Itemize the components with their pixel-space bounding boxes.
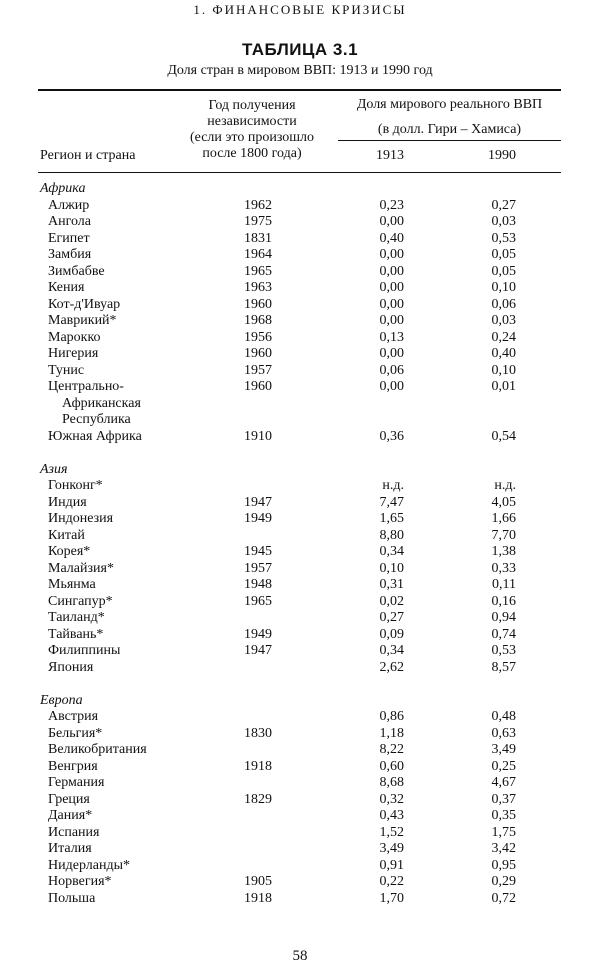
gdp-share-1913: 0,09 (379, 626, 404, 642)
section-heading (0, 462, 600, 479)
header-independence-line: (если это произошло (189, 130, 315, 145)
gdp-share-1990: 0,63 (491, 725, 516, 741)
country-name: Китай (48, 527, 85, 543)
country-name: Зимбабве (48, 263, 105, 279)
table-row (0, 511, 600, 528)
gdp-share-1913: н.д. (382, 478, 404, 493)
country-name: Сингапур* (48, 593, 113, 609)
gdp-share-1913: 0,27 (379, 610, 404, 625)
table-row (0, 759, 600, 776)
gdp-share-1913: 0,00 (379, 379, 404, 394)
table-row (0, 874, 600, 891)
independence-year: 1947 (244, 643, 272, 658)
table-row (0, 247, 600, 264)
gdp-share-1990: 0,53 (491, 643, 516, 658)
independence-year: 1965 (244, 263, 272, 279)
gdp-share-1990: 0,54 (491, 428, 516, 444)
gdp-share-1990: 0,10 (491, 362, 516, 378)
gdp-share-1913: 0,43 (379, 808, 404, 823)
header-gdp (338, 97, 561, 138)
table-row (0, 858, 600, 875)
table-row (0, 577, 600, 594)
gdp-share-1990: 0,72 (491, 890, 516, 906)
country-name: Нидерланды* (48, 857, 130, 873)
country-name: Тунис (48, 362, 85, 378)
gdp-share-1990: 0,35 (491, 808, 516, 823)
table-row (0, 660, 600, 677)
country-name: Корея* (48, 544, 91, 559)
country-name: Индонезия (48, 511, 114, 526)
table-title: ТАБЛИЦА 3.1 (241, 40, 359, 59)
gdp-share-1913: 1,18 (379, 725, 404, 741)
gdp-share-1913: 0,36 (379, 428, 404, 444)
gdp-share-1913: 0,00 (379, 280, 404, 295)
country-name: Мьянма (48, 577, 96, 592)
table-row (0, 478, 600, 495)
gdp-share-1913: 0,32 (379, 791, 404, 807)
country-name: Филиппины (48, 643, 121, 658)
table-row (0, 841, 600, 858)
independence-year: 1910 (244, 428, 272, 444)
section-heading (0, 693, 600, 710)
country-name: Италия (48, 841, 92, 856)
header-year-1990: 1990 (488, 148, 516, 163)
independence-year: 1975 (244, 214, 272, 229)
independence-year: 1963 (244, 280, 272, 295)
gdp-share-1913: 0,40 (379, 230, 404, 246)
running-head: 1. ФИНАНСОВЫЕ КРИЗИСЫ (193, 2, 407, 17)
country-name: Венгрия (48, 758, 98, 774)
table-row (0, 313, 600, 330)
gdp-share-1990: 3,49 (491, 742, 516, 757)
gdp-share-1913: 8,80 (379, 527, 404, 543)
table-row (0, 742, 600, 759)
country-name: Греция (48, 791, 90, 807)
gdp-share-1913: 0,10 (379, 560, 404, 576)
table-row (0, 429, 600, 446)
independence-year: 1949 (244, 626, 272, 642)
table-row (0, 379, 600, 396)
country-name: Гонконг* (48, 478, 103, 493)
country-name: Ангола (48, 214, 92, 229)
gdp-share-1913: 0,00 (379, 346, 404, 361)
table-row (0, 808, 600, 825)
gdp-share-1913: 0,00 (379, 313, 404, 328)
gdp-share-1990: 0,29 (491, 874, 516, 889)
country-name: Марокко (48, 329, 101, 345)
table-row (0, 726, 600, 743)
independence-year: 1948 (244, 577, 272, 592)
gdp-share-1990: 1,38 (491, 544, 516, 559)
country-name: Норвегия* (48, 874, 112, 889)
header-independence-line: Год получения (208, 98, 296, 113)
country-name: Республика (62, 412, 131, 427)
country-name: Африканская (62, 395, 141, 411)
country-name: Индия (48, 494, 87, 510)
gdp-share-1913: 0,00 (379, 296, 404, 312)
header-independence-line: независимости (207, 114, 297, 129)
gdp-share-1990: 0,33 (491, 560, 516, 576)
gdp-share-1913: 1,65 (379, 511, 404, 526)
country-name: Египет (48, 230, 90, 246)
table-row (0, 264, 600, 281)
section-heading (0, 181, 600, 198)
independence-year: 1964 (244, 247, 272, 262)
country-name: Маврикий* (48, 313, 117, 328)
gdp-share-1913: 8,22 (379, 742, 404, 757)
gdp-share-1990: 0,48 (491, 709, 516, 724)
gdp-share-1913: 3,49 (379, 841, 404, 856)
header-independence-line: после 1800 года) (202, 146, 302, 161)
country-name: Польша (48, 890, 96, 906)
independence-year: 1945 (244, 544, 272, 559)
row-spacer (0, 445, 600, 462)
header-gdp-line: (в долл. Гири – Хамиса) (377, 122, 522, 137)
table-row (0, 544, 600, 561)
gdp-share-1913: 8,68 (379, 775, 404, 790)
gdp-share-1913: 0,00 (379, 263, 404, 279)
gdp-share-1990: 0,95 (491, 857, 516, 873)
country-name: Тайвань* (48, 626, 104, 642)
gdp-share-1913: 1,70 (379, 890, 404, 906)
country-name: Бельгия* (48, 725, 103, 741)
gdp-share-1990: 0,37 (491, 791, 516, 807)
header-top-rule (38, 89, 561, 91)
gdp-share-1990: 4,67 (491, 775, 516, 790)
table-row (0, 214, 600, 231)
header-region: Регион и страна (40, 148, 136, 163)
table-row (0, 363, 600, 380)
country-name: Замбия (48, 247, 92, 262)
section-name: Европа (40, 692, 83, 708)
independence-year: 1956 (244, 329, 272, 345)
table-row (0, 198, 600, 215)
country-name: Дания* (48, 808, 93, 823)
table-row (0, 330, 600, 347)
gdp-share-1990: 8,57 (491, 659, 516, 675)
table-row (0, 627, 600, 644)
gdp-share-1990: н.д. (494, 478, 516, 493)
table-row (0, 610, 600, 627)
header-independence (174, 98, 330, 162)
page-number: 58 (292, 948, 308, 964)
gdp-share-1913: 0,86 (379, 709, 404, 724)
gdp-share-1990: 4,05 (491, 494, 516, 510)
country-name: Испания (48, 824, 100, 840)
table-row (0, 775, 600, 792)
table-row (0, 280, 600, 297)
gdp-share-1990: 1,75 (491, 824, 516, 840)
table-row (0, 594, 600, 611)
gdp-share-1913: 0,34 (379, 544, 404, 559)
gdp-share-1990: 0,74 (491, 626, 516, 642)
header-gdp-rule (338, 140, 561, 141)
gdp-share-1990: 0,24 (491, 329, 516, 345)
country-name: Центрально- (48, 379, 124, 394)
table-row (0, 792, 600, 809)
table-row (0, 346, 600, 363)
independence-year: 1960 (244, 296, 272, 312)
header-bottom-rule (38, 172, 561, 173)
table-row (0, 643, 600, 660)
table-row-continuation (0, 412, 600, 429)
independence-year: 1957 (244, 362, 272, 378)
gdp-share-1990: 0,03 (491, 313, 516, 328)
gdp-share-1990: 0,10 (491, 280, 516, 295)
independence-year: 1829 (244, 791, 272, 807)
table-row (0, 891, 600, 908)
gdp-share-1913: 2,62 (379, 659, 404, 675)
gdp-share-1990: 0,40 (491, 346, 516, 361)
country-name: Таиланд* (48, 610, 105, 625)
gdp-share-1913: 0,31 (379, 577, 404, 592)
gdp-share-1913: 0,34 (379, 643, 404, 658)
independence-year: 1830 (244, 725, 272, 741)
gdp-share-1990: 0,05 (491, 263, 516, 279)
country-name: Кот-д'Ивуар (48, 296, 121, 312)
table-row (0, 297, 600, 314)
gdp-share-1913: 0,00 (379, 247, 404, 262)
table-row (0, 825, 600, 842)
independence-year: 1831 (244, 230, 272, 246)
independence-year: 1962 (244, 197, 272, 213)
country-name: Великобритания (48, 742, 147, 757)
gdp-share-1913: 1,52 (379, 824, 404, 840)
table-row (0, 528, 600, 545)
gdp-share-1990: 0,16 (491, 593, 516, 609)
gdp-share-1990: 3,42 (491, 841, 516, 856)
section-name: Азия (40, 461, 68, 477)
country-name: Австрия (48, 709, 99, 724)
country-name: Южная Африка (48, 428, 142, 444)
table-row (0, 495, 600, 512)
country-name: Алжир (48, 197, 90, 213)
independence-year: 1947 (244, 494, 272, 510)
gdp-share-1913: 0,91 (379, 857, 404, 873)
gdp-share-1990: 0,11 (492, 577, 516, 592)
independence-year: 1957 (244, 560, 272, 576)
gdp-share-1913: 0,13 (379, 329, 404, 345)
gdp-share-1990: 0,03 (491, 214, 516, 229)
table-row (0, 709, 600, 726)
independence-year: 1949 (244, 511, 272, 526)
independence-year: 1918 (244, 890, 272, 906)
row-spacer (0, 676, 600, 693)
gdp-share-1990: 0,05 (491, 247, 516, 262)
gdp-share-1990: 0,94 (491, 610, 516, 625)
gdp-share-1913: 7,47 (379, 494, 404, 510)
independence-year: 1905 (244, 874, 272, 889)
country-name: Малайзия* (48, 560, 114, 576)
section-name: Африка (40, 181, 86, 196)
gdp-share-1913: 0,60 (379, 758, 404, 774)
header-year-1913: 1913 (376, 148, 404, 163)
gdp-share-1913: 0,23 (379, 197, 404, 213)
table-row (0, 561, 600, 578)
country-name: Германия (48, 775, 105, 790)
gdp-share-1990: 0,27 (491, 197, 516, 213)
country-name: Япония (48, 659, 94, 675)
table-subtitle: Доля стран в мировом ВВП: 1913 и 1990 год (167, 63, 433, 78)
header-gdp-line: Доля мирового реального ВВП (356, 97, 543, 112)
table-row (0, 231, 600, 248)
independence-year: 1918 (244, 758, 272, 774)
independence-year: 1960 (244, 346, 272, 361)
table-row-continuation (0, 396, 600, 413)
gdp-share-1990: 0,06 (491, 296, 516, 312)
country-name: Нигерия (48, 346, 99, 361)
gdp-share-1913: 0,02 (379, 593, 404, 609)
table-body (0, 181, 600, 907)
country-name: Кения (48, 280, 85, 295)
independence-year: 1965 (244, 593, 272, 609)
gdp-share-1990: 0,25 (491, 758, 516, 774)
gdp-share-1990: 0,53 (491, 230, 516, 246)
gdp-share-1913: 0,00 (379, 214, 404, 229)
gdp-share-1913: 0,22 (379, 874, 404, 889)
gdp-share-1913: 0,06 (379, 362, 404, 378)
gdp-share-1990: 0,01 (491, 379, 516, 394)
gdp-share-1990: 7,70 (491, 527, 516, 543)
independence-year: 1968 (244, 313, 272, 328)
gdp-share-1990: 1,66 (491, 511, 516, 526)
independence-year: 1960 (244, 379, 272, 394)
